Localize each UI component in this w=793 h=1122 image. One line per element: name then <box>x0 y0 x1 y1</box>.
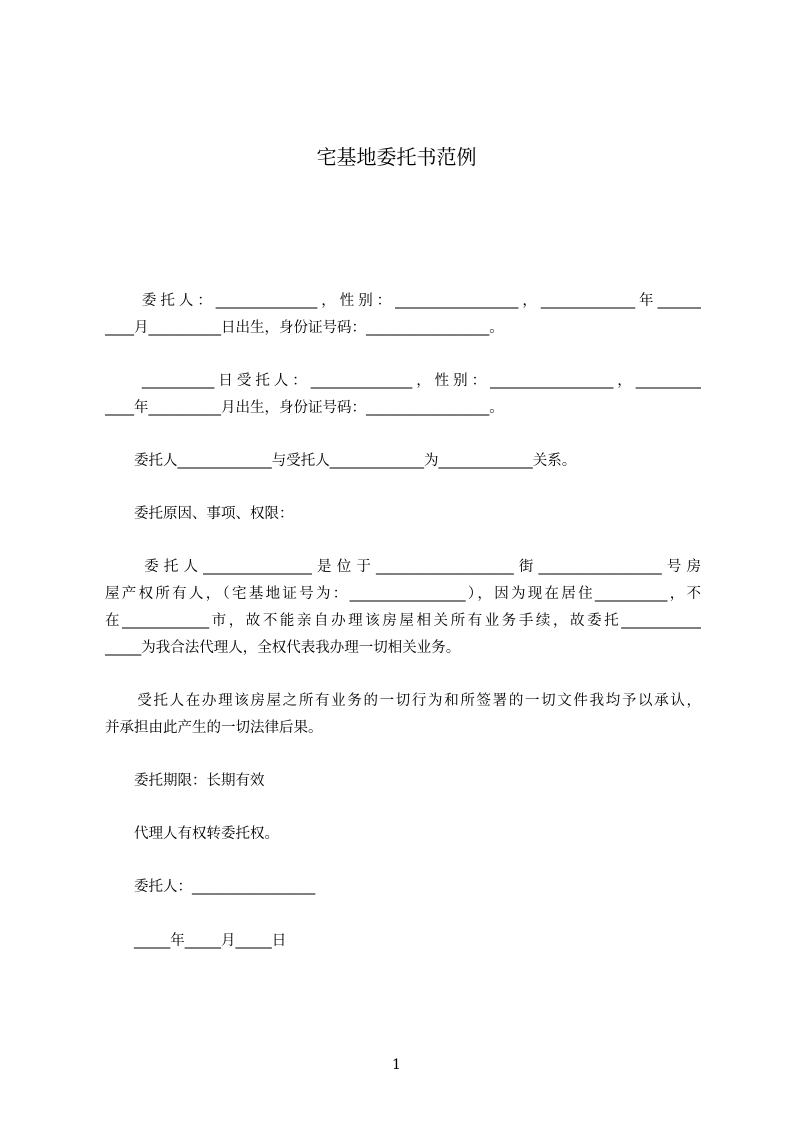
paragraph-line: 委托人_____________与受托人_____________为_____________关系。 <box>105 453 577 469</box>
paragraph-line: __________日受托人：______________，性别：_________________，_________ <box>105 373 701 389</box>
paragraph-line: 委托人_______________是位于___________________街_________________号房 <box>105 559 701 575</box>
paragraph-line: 委托人：______________，性别：_________________，_____________年______ <box>105 293 701 309</box>
signature-line: 委托人：_________________ <box>105 879 316 895</box>
paragraph-line: ____月__________日出生，身份证号码：_________________。 <box>105 320 504 336</box>
paragraph-line: 委托原因、事项、权限： <box>105 506 294 522</box>
page-number: 1 <box>392 1057 401 1073</box>
paragraph-line: 并承担由此产生的一切法律后果。 <box>105 720 323 736</box>
paragraph-line: 委托期限：长期有效 <box>105 773 265 789</box>
paragraph-line: ____年__________月出生，身份证号码：_________________。 <box>105 400 504 416</box>
paragraph-line: 在____________市，故不能亲自办理该房屋相关所有业务手续，故委托___________ <box>105 613 701 629</box>
paragraph-line: 受托人在办理该房屋之所有业务的一切行为和所签署的一切文件我均予以承认， <box>105 693 701 709</box>
paragraph-line: _____为我合法代理人，全权代表我办理一切相关业务。 <box>105 640 461 656</box>
document-title: 宅基地委托书范例 <box>316 145 477 169</box>
date-line: _____年_____月_____日 <box>105 933 287 949</box>
paragraph-line: 屋产权所有人，（宅基地证号为：________________），因为现在居住__________，不 <box>105 586 701 602</box>
paragraph-line: 代理人有权转委托权。 <box>105 826 279 842</box>
